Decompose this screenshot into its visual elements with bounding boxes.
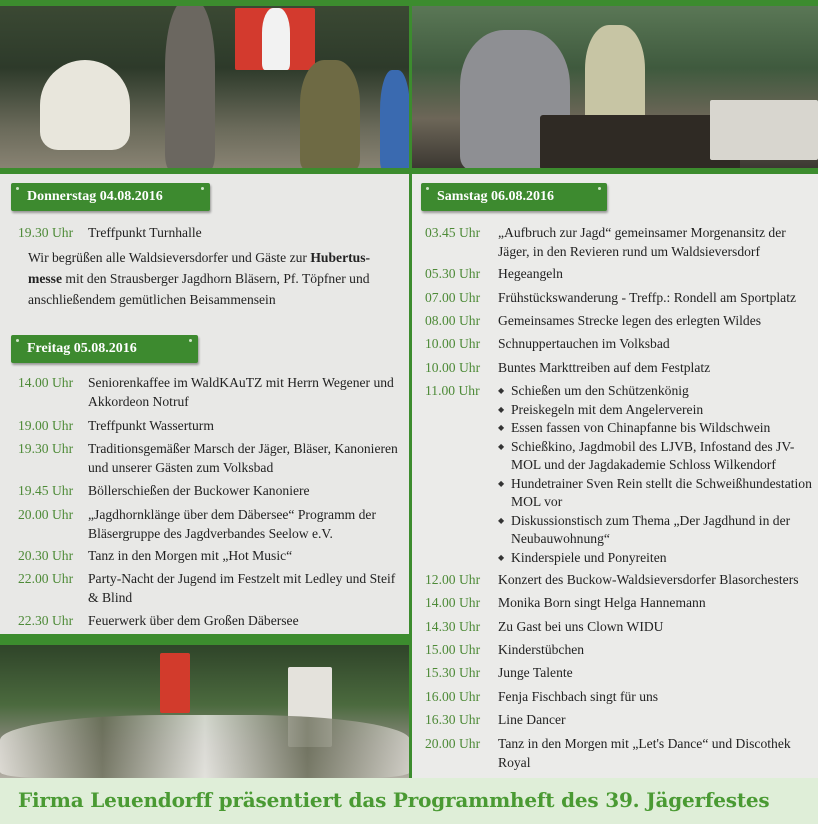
event-row <box>18 224 398 243</box>
activity-item: ◆ Kinderspiele und Ponyreiten <box>498 549 817 568</box>
activity-item: ◆ Diskussionstisch zum Thema „Der Jagdhund in der Neubauwohnung“ <box>498 512 817 549</box>
event-row <box>425 335 817 354</box>
event-desc: „Aufbruch zur Jagd“ gemeinsamer Morgenansitz der Jäger, in den Revieren rund um Waldsieversdorf <box>498 225 786 259</box>
event-time: 19.00 Uhr <box>18 418 74 433</box>
activity-item: ◆ Preiskegeln mit dem Angelerverein <box>498 401 817 420</box>
event-row <box>425 735 817 772</box>
activity-item: ◆ Schießkino, Jagdmobil des LJVB, Infostand des JV-MOL und der Jagdakademie Schloss Wilkendorf <box>498 438 817 475</box>
flag-stripe <box>262 8 290 70</box>
event-time: 11.00 Uhr <box>425 383 480 398</box>
event-desc: Tanz in den Morgen mit „Let's Dance“ und Discothek Royal <box>498 736 791 770</box>
event-row <box>425 641 817 660</box>
event-desc: Gemeinsames Strecke legen des erlegten Wildes <box>498 313 762 328</box>
antler-trophy <box>40 60 130 150</box>
event-desc: Treffpunkt Wasserturm <box>88 418 214 433</box>
event-desc: Konzert des Buckow-Waldsieversdorfer Blasorchesters <box>498 572 799 587</box>
event-desc: Monika Born singt Helga Hannemann <box>498 595 706 610</box>
event-time: 10.00 Uhr <box>425 360 481 375</box>
day-header-saturday: Samstag 06.08.2016 <box>421 183 607 211</box>
event-row <box>425 312 817 331</box>
event-time: 20.30 Uhr <box>18 548 74 563</box>
day-header-thursday: Donnerstag 04.08.2016 <box>11 183 210 211</box>
event-row <box>425 224 817 261</box>
event-row <box>18 612 406 631</box>
event-time: 10.00 Uhr <box>425 336 481 351</box>
day-header-friday: Freitag 05.08.2016 <box>11 335 198 363</box>
photo-hunters-gathering <box>0 0 410 170</box>
event-desc: Line Dancer <box>498 712 566 727</box>
photo-barbecue <box>410 0 818 170</box>
event-time: 15.00 Uhr <box>425 642 481 657</box>
event-row <box>18 506 406 543</box>
event-time: 07.00 Uhr <box>425 290 481 305</box>
event-desc: Tanz in den Morgen mit „Hot Music“ <box>88 548 293 563</box>
person <box>300 60 360 170</box>
event-desc: Seniorenkaffee im WaldKAuTZ mit Herrn Wegener und Akkordeon Notruf <box>88 375 394 409</box>
event-row <box>425 289 817 308</box>
event-time: 20.00 Uhr <box>18 507 74 522</box>
event-time: 08.00 Uhr <box>425 313 481 328</box>
event-time: 05.30 Uhr <box>425 266 481 281</box>
activity-item: ◆ Essen fassen von Chinapfanne bis Wildschwein <box>498 419 817 438</box>
event-time: 12.00 Uhr <box>425 572 481 587</box>
event-time: 14.30 Uhr <box>425 619 481 634</box>
person <box>380 70 410 170</box>
event-time: 22.30 Uhr <box>18 613 74 628</box>
event-time: 20.00 Uhr <box>425 736 481 751</box>
event-desc: Feuerwerk über dem Großen Däbersee <box>88 613 299 628</box>
event-row <box>425 265 817 284</box>
event-desc: Traditionsgemäßer Marsch der Jäger, Bläser, Kanonieren und unserer Gästen zum Volksbad <box>88 441 398 475</box>
event-time: 19.30 Uhr <box>18 441 74 456</box>
event-time: 16.00 Uhr <box>425 689 481 704</box>
event-row <box>18 570 406 607</box>
event-desc: Hegeangeln <box>498 266 563 281</box>
event-desc: Junge Talente <box>498 665 573 680</box>
event-desc: „Jagdhornklänge über dem Däbersee“ Programm der Bläsergruppe des Jagdverbandes Seelow e.V. <box>88 507 376 541</box>
event-desc: Zu Gast bei uns Clown WIDU <box>498 619 664 634</box>
event-desc <box>498 382 817 567</box>
tree-trunk <box>165 0 215 170</box>
event-time: 16.30 Uhr <box>425 712 481 727</box>
event-row <box>18 417 406 436</box>
activity-list <box>498 382 817 567</box>
event-desc: Kinderstübchen <box>498 642 585 657</box>
event-row <box>18 547 406 566</box>
event-row <box>425 618 817 637</box>
event-time: 14.00 Uhr <box>18 375 74 390</box>
event-row <box>18 440 406 477</box>
event-time: 19.45 Uhr <box>18 483 74 498</box>
activity-item: ◆ Schießen um den Schützenkönig <box>498 382 817 401</box>
event-time: 14.00 Uhr <box>425 595 481 610</box>
event-desc: Schnuppertauchen im Volksbad <box>498 336 670 351</box>
activity-item: ◆ Hundetrainer Sven Rein stellt die Schweißhundestation MOL vor <box>498 475 817 512</box>
photo-parade <box>0 645 410 778</box>
event-row <box>425 382 817 567</box>
event-time: 19.30 Uhr <box>18 225 74 240</box>
paragraph-bold: Hubertus-messe <box>28 250 371 286</box>
paragraph-text: Wir begrüßen alle Waldsieversdorfer und Gäste zur <box>28 250 311 265</box>
event-time: 15.30 Uhr <box>425 665 481 680</box>
table <box>710 100 818 160</box>
footer-banner: Firma Leuendorff präsentiert das Programmheft des 39. Jägerfestes <box>0 778 818 824</box>
event-row <box>18 374 406 411</box>
crowd <box>0 715 410 778</box>
event-desc: Frühstückswanderung - Treffp.: Rondell am Sportplatz <box>498 290 797 305</box>
thursday-paragraph <box>28 247 390 310</box>
event-time: 03.45 Uhr <box>425 225 481 240</box>
event-desc: Buntes Markttreiben auf dem Festplatz <box>498 360 711 375</box>
flag <box>160 653 190 713</box>
event-desc: Böllerschießen der Buckower Kanoniere <box>88 483 310 498</box>
event-desc: Party-Nacht der Jugend im Festzelt mit Ledley und Steif & Blind <box>88 571 396 605</box>
event-desc: Treffpunkt Turnhalle <box>88 225 202 240</box>
paragraph-text: mit den Strausberger Jagdhorn Bläsern, Pf. Töpfner und anschließendem gemütlichen Beisammensein <box>28 271 370 307</box>
event-row <box>425 688 817 707</box>
event-time: 22.00 Uhr <box>18 571 74 586</box>
event-row <box>18 482 406 501</box>
event-row <box>425 359 817 378</box>
green-band <box>0 634 410 645</box>
event-row <box>425 664 817 683</box>
event-row <box>425 594 817 613</box>
event-row <box>425 711 817 730</box>
event-row <box>425 571 817 590</box>
event-desc: Fenja Fischbach singt für uns <box>498 689 659 704</box>
